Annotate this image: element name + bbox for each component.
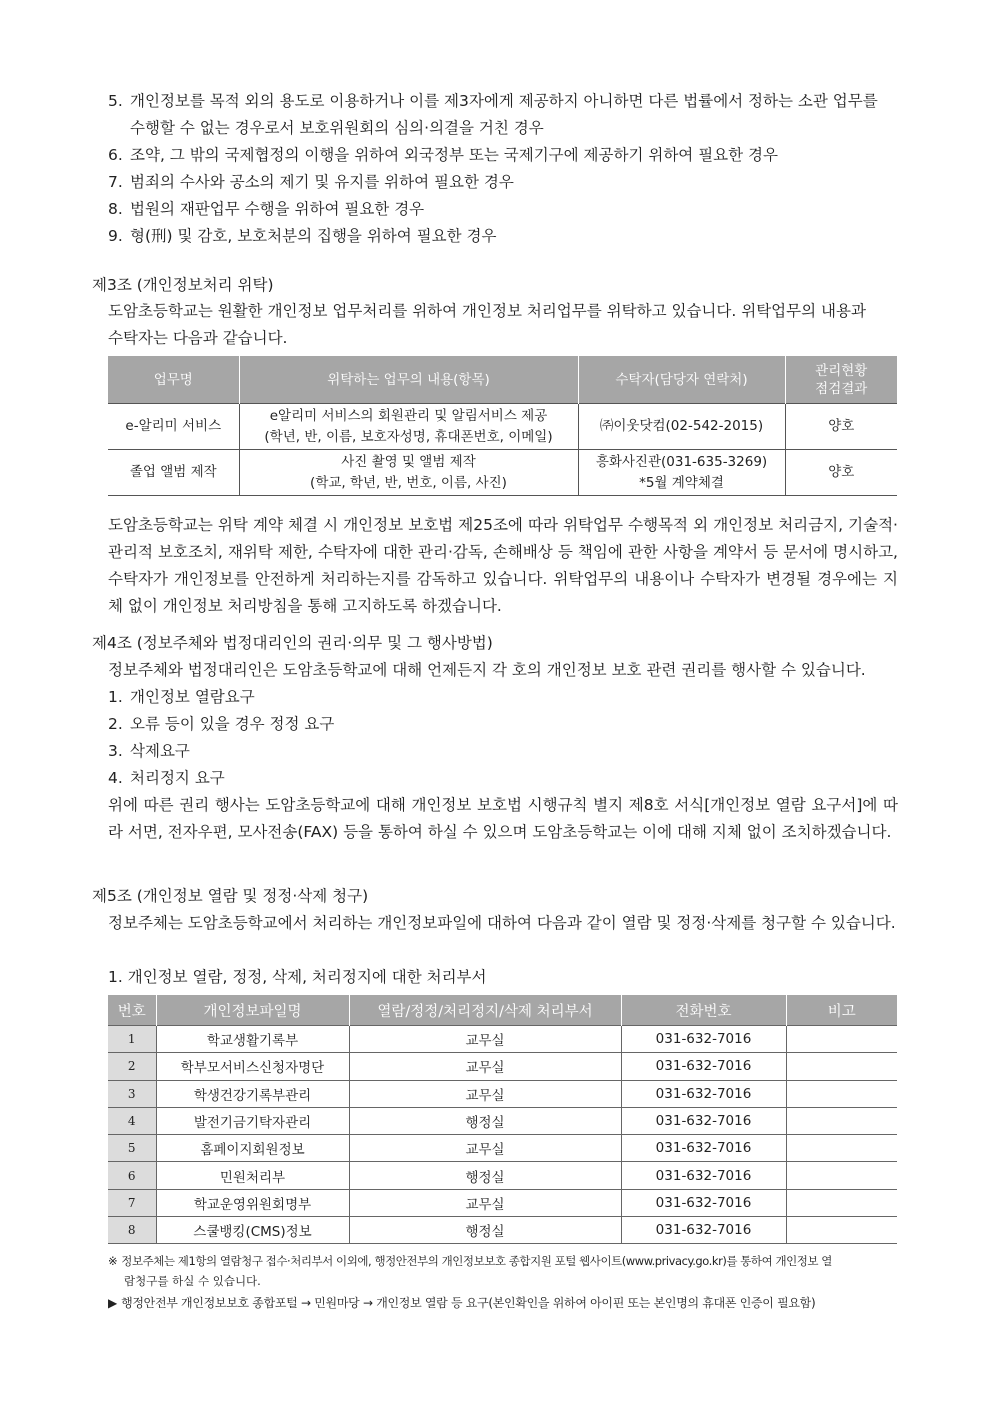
- article-5-intro: 정보주체는 도암초등학교에서 처리하는 개인정보파일에 대하여 다음과 같이 열람 및 정정·삭제를 청구할 수 있습니다.: [108, 914, 896, 932]
- item-number: 5.: [108, 92, 123, 110]
- file-name-cell: 홈페이지회원정보: [156, 1135, 349, 1162]
- department-cell: 교무실: [349, 1135, 621, 1162]
- column-header: 전화번호: [621, 995, 786, 1026]
- row-number-cell: 8: [108, 1217, 156, 1244]
- item-text: 개인정보를 목적 외의 용도로 이용하거나 이를 제3자에게 제공하지 아니하면 다른 법률에서 정하는 소관 업무를: [130, 92, 878, 110]
- task-content-cell: e알리미 서비스의 회원관리 및 알림서비스 제공 (학년, 반, 이름, 보호자성명, 휴대폰번호, 이메일): [239, 404, 578, 450]
- phone-cell: 031-632-7016: [621, 1080, 786, 1107]
- phone-cell: 031-632-7016: [621, 1026, 786, 1053]
- table-row: [108, 450, 897, 496]
- article-3-intro-line2: 수탁자는 다음과 같습니다.: [108, 329, 288, 347]
- row-number-cell: 1: [108, 1026, 156, 1053]
- consignment-table: [108, 356, 897, 496]
- file-name-cell: 민원처리부: [156, 1162, 349, 1189]
- table-row: [108, 1080, 897, 1107]
- row-number-cell: 6: [108, 1162, 156, 1189]
- column-header: 관리현황 점검결과: [785, 356, 897, 404]
- list-item: [108, 196, 898, 223]
- note-cell: [786, 1107, 897, 1134]
- item-text: 범죄의 수사와 공소의 제기 및 유지를 위하여 필요한 경우: [130, 173, 514, 191]
- note-cell: [786, 1053, 897, 1080]
- note-cell: [786, 1189, 897, 1216]
- table-row: [108, 1217, 897, 1244]
- phone-cell: 031-632-7016: [621, 1107, 786, 1134]
- list-item: [108, 223, 898, 250]
- department-cell: 교무실: [349, 1080, 621, 1107]
- file-name-cell: 스쿨뱅킹(CMS)정보: [156, 1217, 349, 1244]
- triangle-right-icon: ▶: [108, 1296, 118, 1310]
- vendor-cell: ㈜이웃닷컴(02-542-2015): [578, 404, 785, 450]
- file-name-cell: 학생건강기록부관리: [156, 1080, 349, 1107]
- file-name-cell: 학교생활기록부: [156, 1026, 349, 1053]
- item-text: 수행할 수 없는 경우로서 보호위원회의 심의·의결을 거친 경우: [130, 119, 544, 137]
- list-item: [108, 765, 898, 792]
- footnote: [108, 1251, 832, 1272]
- phone-cell: 031-632-7016: [621, 1217, 786, 1244]
- table-row: [108, 1107, 897, 1134]
- phone-cell: 031-632-7016: [621, 1135, 786, 1162]
- article-4-heading: 제4조 (정보주체와 법정대리인의 권리·의무 및 그 행사방법): [92, 634, 493, 652]
- article-4-paragraph: 위에 따른 권리 행사는 도암초등학교에 대해 개인정보 보호법 시행규칙 별지 제8호 서식[개인정보 열람 요구서]에 따라 서면, 전자우편, 모사전송(FAX) 등을 통하여 하실 수 있으며 도암초등학교는 이에 대해 지체 없이 조치하겠습니다.: [108, 796, 898, 841]
- item-text: 오류 등이 있을 경우 정정 요구: [130, 715, 335, 733]
- note-cell: [786, 1080, 897, 1107]
- department-cell: 교무실: [349, 1026, 621, 1053]
- row-number-cell: 3: [108, 1080, 156, 1107]
- table-row: [108, 1162, 897, 1189]
- table-row: [108, 404, 897, 450]
- column-header: 열람/정정/처리정지/삭제 처리부서: [349, 995, 621, 1026]
- department-cell: 교무실: [349, 1189, 621, 1216]
- task-content-cell: 사진 촬영 및 앨범 제작 (학교, 학년, 반, 번호, 이름, 사진): [239, 450, 578, 496]
- item-number: 2.: [108, 715, 123, 733]
- note-cell: [786, 1135, 897, 1162]
- task-name-cell: 졸업 앨범 제작: [108, 450, 239, 496]
- status-cell: 양호: [785, 450, 897, 496]
- file-name-cell: 학교운영위원회명부: [156, 1189, 349, 1216]
- list-item: [108, 169, 898, 196]
- item-text: 법원의 재판업무 수행을 위하여 필요한 경우: [130, 200, 425, 218]
- column-header: 개인정보파일명: [156, 995, 349, 1026]
- vendor-cell: 흥화사진관(031-635-3269) *5월 계약체결: [578, 450, 785, 496]
- article-4-intro: 정보주체와 법정대리인은 도암초등학교에 대해 언제든지 각 호의 개인정보 보호 관련 권리를 행사할 수 있습니다.: [108, 661, 866, 679]
- file-name-cell: 학부모서비스신청자명단: [156, 1053, 349, 1080]
- department-cell: 행정실: [349, 1217, 621, 1244]
- footnote-line1: 정보주체는 제1항의 열람청구 접수·처리부서 이외에, 행정안전부의 개인정보보호 종합지원 포털 웹사이트(www.privacy.go.kr)를 통하여 개인정보 열: [121, 1254, 832, 1268]
- department-cell: 행정실: [349, 1162, 621, 1189]
- article-3-heading: 제3조 (개인정보처리 위탁): [92, 276, 274, 294]
- item-text: 처리정지 요구: [130, 769, 225, 787]
- item-text: 개인정보 열람요구: [130, 688, 255, 706]
- row-number-cell: 2: [108, 1053, 156, 1080]
- item-text: 형(刑) 및 감호, 보호처분의 집행을 위하여 필요한 경우: [130, 227, 497, 245]
- column-header: 비고: [786, 995, 897, 1026]
- article-5-heading: 제5조 (개인정보 열람 및 정정·삭제 청구): [92, 887, 369, 905]
- table-row: [108, 1135, 897, 1162]
- item-number: 8.: [108, 200, 123, 218]
- list-item: [108, 711, 898, 738]
- table-header-row: [108, 995, 897, 1026]
- list-item: [108, 738, 898, 765]
- item-number: 3.: [108, 742, 123, 760]
- item-text: 삭제요구: [130, 742, 190, 760]
- article-3-paragraph: 도암초등학교는 위탁 계약 체결 시 개인정보 보호법 제25조에 따라 위탁업무 수행목적 외 개인정보 처리금지, 기술적·관리적 보호조치, 재위탁 제한, 수탁자에 대한 관리·감독, 손해배상 등 책임에 관한 사항을 계약서 등 문서에 명시하고, 수탁자가 개인정보를 안전하게 처리하는지를 감독하고 있습니다. 위탁업무의 내용이나 수탁자가 변경될 경우에는 지체 없이 개인정보 처리방침을 통해 고지하도록 하겠습니다.: [108, 516, 898, 615]
- table-header-row: [108, 356, 897, 404]
- list-item: [108, 684, 898, 711]
- item-number: 6.: [108, 146, 123, 164]
- note-cell: [786, 1026, 897, 1053]
- phone-cell: 031-632-7016: [621, 1053, 786, 1080]
- reference-mark-icon: ※: [108, 1254, 118, 1268]
- row-number-cell: 4: [108, 1107, 156, 1134]
- phone-cell: 031-632-7016: [621, 1189, 786, 1216]
- item-number: 4.: [108, 769, 123, 787]
- item-text: 조약, 그 밖의 국제협정의 이행을 위하여 외국정부 또는 국제기구에 제공하기 위하여 필요한 경우: [130, 146, 779, 164]
- department-cell: 교무실: [349, 1053, 621, 1080]
- column-header: 업무명: [108, 356, 239, 404]
- table-row: [108, 1026, 897, 1053]
- column-header: 위탁하는 업무의 내용(항목): [239, 356, 578, 404]
- article-3-intro-line1: 도암초등학교는 원활한 개인정보 업무처리를 위하여 개인정보 처리업무를 위탁하고 있습니다. 위탁업무의 내용과: [108, 302, 866, 320]
- list-item-continuation: [130, 115, 920, 142]
- row-number-cell: 5: [108, 1135, 156, 1162]
- note-cell: [786, 1217, 897, 1244]
- row-number-cell: 7: [108, 1189, 156, 1216]
- status-cell: 양호: [785, 404, 897, 450]
- item-number: 7.: [108, 173, 123, 191]
- column-header: 번호: [108, 995, 156, 1026]
- footnote-line2: 람청구를 하실 수 있습니다.: [124, 1274, 261, 1288]
- task-name-cell: e-알리미 서비스: [108, 404, 239, 450]
- column-header: 수탁자(담당자 연락처): [578, 356, 785, 404]
- phone-cell: 031-632-7016: [621, 1162, 786, 1189]
- portal-path: [108, 1293, 815, 1314]
- table-row: [108, 1189, 897, 1216]
- department-cell: 행정실: [349, 1107, 621, 1134]
- table-row: [108, 1053, 897, 1080]
- item-number: 1.: [108, 688, 123, 706]
- file-name-cell: 발전기금기탁자관리: [156, 1107, 349, 1134]
- note-cell: [786, 1162, 897, 1189]
- article-5-subheading: 1. 개인정보 열람, 정정, 삭제, 처리정지에 대한 처리부서: [108, 968, 487, 986]
- portal-path-text: 행정안전부 개인정보보호 종합포털 → 민원마당 → 개인정보 열람 등 요구(본인확인을 위하여 아이핀 또는 본인명의 휴대폰 인증이 필요함): [121, 1296, 816, 1310]
- list-item: [108, 142, 898, 169]
- list-item: [108, 88, 898, 115]
- department-table: [108, 995, 897, 1244]
- item-number: 9.: [108, 227, 123, 245]
